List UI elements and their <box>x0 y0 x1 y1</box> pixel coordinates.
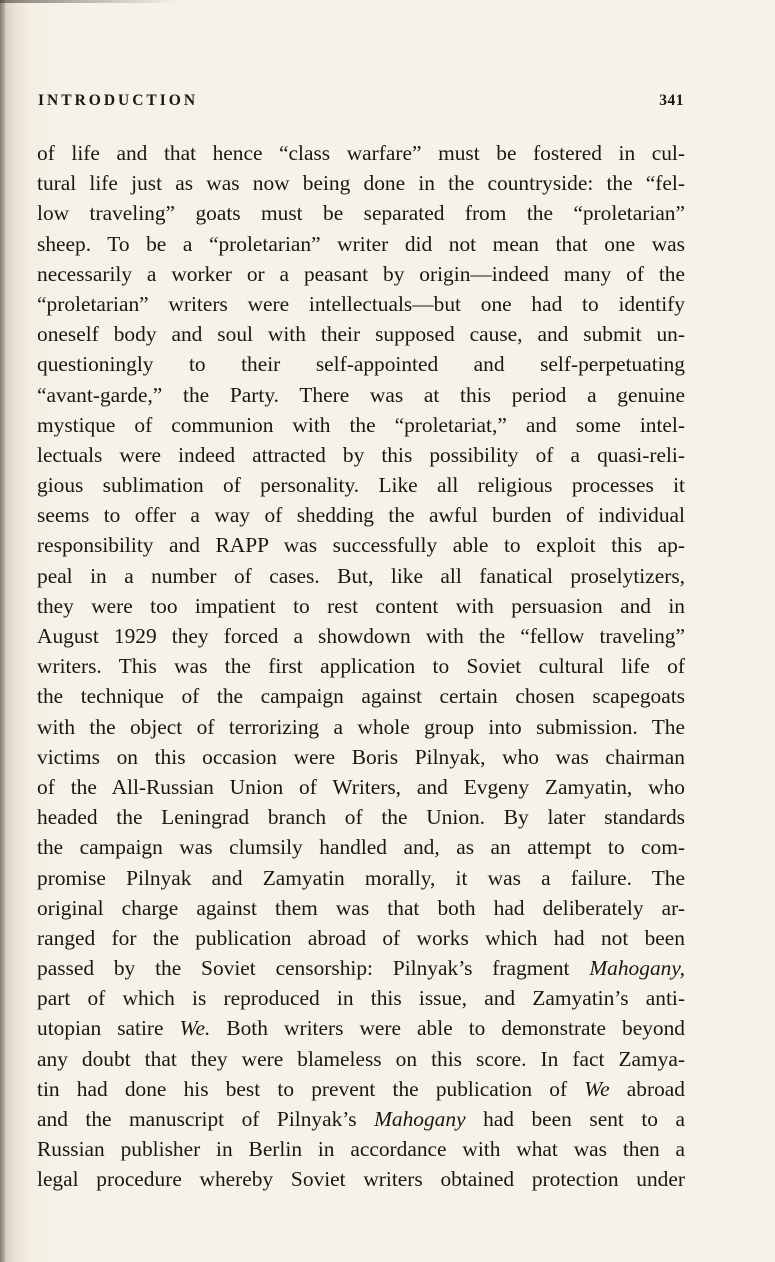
text-line: writers. This was the first application to Soviet cultural life of <box>37 654 685 679</box>
text-line: and the manuscript of Pilnyak’s Mahogany had been sent to a <box>37 1107 685 1131</box>
text-line: peal in a number of cases. But, like all fanatical proselytizers, <box>37 563 685 588</box>
running-header <box>38 92 684 116</box>
text-line: of the All-Russian Union of Writers, and Evgeny Zamyatin, who <box>37 774 685 799</box>
text-line: any doubt that they were blameless on this score. In fact Zamya- <box>37 1046 685 1071</box>
text-line: “proletarian” writers were intellectuals—but one had to identify <box>37 291 685 316</box>
text-line: headed the Leningrad branch of the Union. By later standards <box>37 805 685 830</box>
text-line: gious sublimation of personality. Like all religious processes it <box>37 473 685 498</box>
text-line: ranged for the publication abroad of works which had not been <box>37 925 685 950</box>
italic-title: We <box>584 1076 610 1101</box>
text-line: seems to offer a way of shedding the awful burden of individual <box>37 503 685 528</box>
text-line: low traveling” goats must be separated from the “proletarian” <box>37 201 685 226</box>
text-line: the technique of the campaign against certain chosen scapegoats <box>37 684 685 709</box>
text-line: utopian satire We. Both writers were able to demonstrate beyond <box>37 1016 685 1041</box>
italic-title: Mahogany <box>374 1107 466 1131</box>
text-line: lectuals were indeed attracted by this possibility of a quasi-reli- <box>37 442 685 467</box>
text-line: legal procedure whereby Soviet writers obtained protection under <box>37 1167 685 1192</box>
running-header-title: INTRODUCTION <box>38 92 199 109</box>
text-line: sheep. To be a “proletarian” writer did not mean that one was <box>37 231 685 256</box>
text-line: passed by the Soviet censorship: Pilnyak’s fragment Mahogany, <box>37 956 685 981</box>
text-line: of life and that hence “class warfare” must be fostered in cul- <box>37 141 685 165</box>
text-line: the campaign was clumsily handled and, as an attempt to com- <box>37 835 685 860</box>
text-line: part of which is reproduced in this issue, and Zamyatin’s anti- <box>37 986 685 1011</box>
text-line: necessarily a worker or a peasant by origin—indeed many of the <box>37 261 685 286</box>
text-line: promise Pilnyak and Zamyatin morally, it was a failure. The <box>37 865 685 890</box>
italic-title: We. <box>179 1016 211 1041</box>
text-line: mystique of communion with the “proletariat,” and some intel- <box>37 412 685 437</box>
text-line: questioningly to their self-appointed and self-perpetuating <box>37 352 685 377</box>
text-line: victims on this occasion were Boris Pilnyak, who was chairman <box>37 744 685 769</box>
text-line: they were too impatient to rest content with persuasion and in <box>37 593 685 618</box>
text-line: August 1929 they forced a showdown with the “fellow traveling” <box>37 624 685 648</box>
text-line: “avant-garde,” the Party. There was at this period a genuine <box>37 382 685 407</box>
text-line: original charge against them was that both had deliberately ar- <box>37 895 685 920</box>
text-line: with the object of terrorizing a whole group into submission. The <box>37 714 685 739</box>
text-line: tural life just as was now being done in the countryside: the “fel- <box>37 171 685 196</box>
page-number: 341 <box>659 92 684 109</box>
text-line: tin had done his best to prevent the publication of We abroad <box>37 1076 685 1101</box>
page-top-edge <box>0 0 180 3</box>
text-line: oneself body and soul with their supposed cause, and submit un- <box>37 322 685 347</box>
book-spine-shadow <box>0 0 6 1262</box>
text-line: Russian publisher in Berlin in accordance with what was then a <box>37 1137 685 1162</box>
italic-title: Mahogany, <box>589 956 685 981</box>
text-line: responsibility and RAPP was successfully able to exploit this ap- <box>37 533 685 558</box>
body-paragraph <box>37 138 685 1195</box>
